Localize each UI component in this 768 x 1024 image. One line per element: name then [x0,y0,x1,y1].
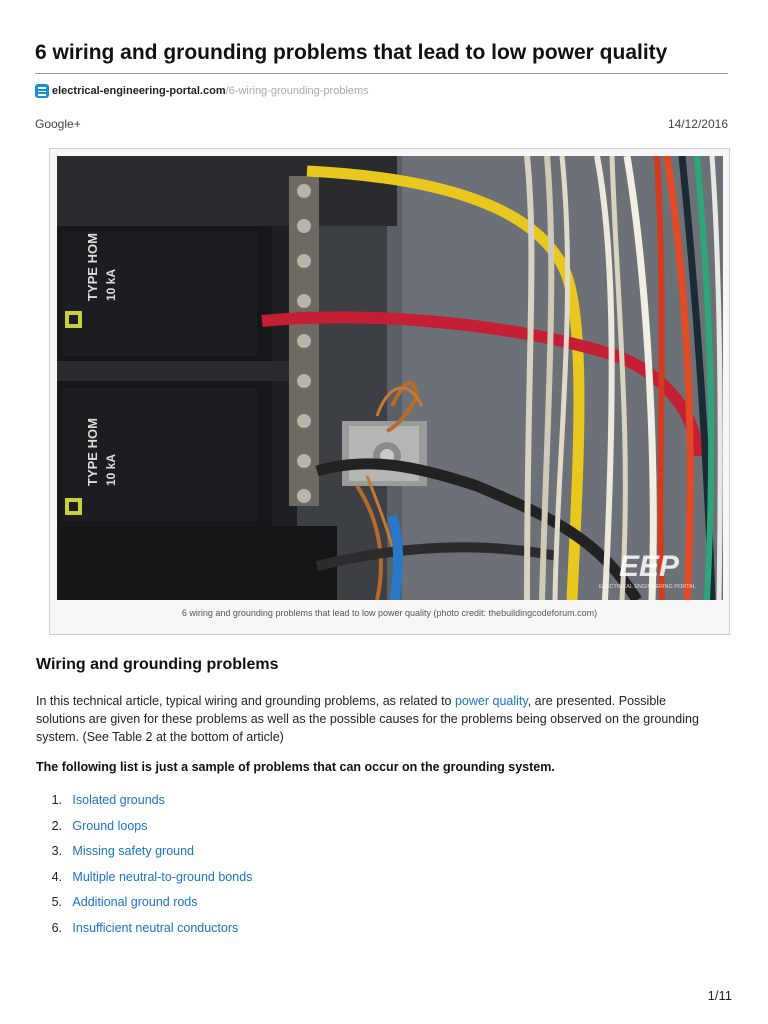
section-heading: Wiring and grounding problems [36,656,279,673]
list-item-number: 3. [51,844,62,859]
figure-caption: 6 wiring and grounding problems that lead to low power quality (photo credit: thebuildingcodeforum.com) [181,608,598,618]
list-item [36,793,252,819]
list-item-number: 5. [51,895,62,910]
list-item-number: 6. [51,920,62,935]
document-title: 6 wiring and grounding problems that lead to low power quality [35,41,668,64]
source-domain[interactable]: electrical-engineering-portal.com [52,85,226,97]
breaker-rating-2: 10 kA [104,453,118,486]
intro-text-end: , are presented. Possible solutions are given for these problems as well as the possible causes for the problems being observed on the grounding system. (See Table 2 at the bottom of article) [36,694,699,744]
problem-link-ground-loops[interactable]: Ground loops [72,818,148,833]
list-item-number: 2. [51,818,62,833]
watermark-text: ELECTRICAL ENGINEERING PORTAL [599,584,696,590]
list-item-number: 1. [51,793,62,807]
breaker-label-1: TYPE HOM [85,233,100,301]
publish-date: 14/12/2016 [667,117,728,131]
power-quality-link[interactable]: power quality [454,694,528,708]
breaker-label-2: TYPE HOM [85,418,100,486]
google-plus-label[interactable]: Google+ [35,117,81,131]
breaker-rating-1: 10 kA [104,268,118,301]
list-item [36,895,252,921]
page-number: 1/11 [707,988,732,1003]
source-link[interactable] [35,82,369,100]
problem-link-isolated-grounds[interactable]: Isolated grounds [72,793,165,807]
source-path[interactable]: /6-wiring-grounding-problems [225,85,369,97]
intro-paragraph [36,692,706,746]
problem-list [36,793,252,947]
list-item-number: 4. [51,869,62,884]
figure [49,148,730,635]
list-item [36,870,252,896]
intro-text-start: In this technical article, typical wiring and grounding problems, as related to [36,694,455,708]
document-icon [35,84,49,98]
list-intro: The following list is just a sample of problems that can occur on the grounding system. [36,760,555,774]
title-divider [35,73,728,74]
list-item [36,921,252,947]
watermark-logo: EEP [619,550,680,583]
list-item [36,819,252,845]
problem-link-missing-safety-ground[interactable]: Missing safety ground [72,844,195,859]
list-item [36,844,252,870]
problem-link-multiple-bonds[interactable]: Multiple neutral-to-ground bonds [72,869,253,884]
problem-link-insufficient-neutral[interactable]: Insufficient neutral conductors [72,920,239,935]
wiring-photo [57,156,723,600]
problem-link-additional-ground-rods[interactable]: Additional ground rods [72,895,198,910]
